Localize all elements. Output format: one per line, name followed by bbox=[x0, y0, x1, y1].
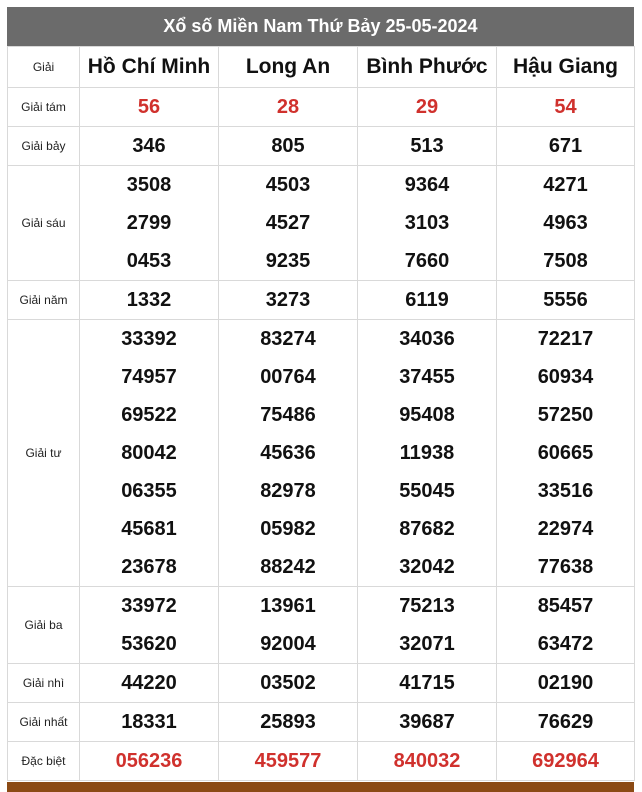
prize-number: 5556 bbox=[543, 289, 588, 311]
prize-label: Đặc biệt bbox=[8, 742, 80, 781]
prize-cell bbox=[497, 664, 635, 703]
prize-cell bbox=[80, 127, 219, 166]
prize-number: 056236 bbox=[115, 750, 183, 772]
prize-cell bbox=[219, 664, 358, 703]
prize-number: 9235 bbox=[265, 250, 311, 272]
prize-cell bbox=[497, 742, 635, 781]
prize-number: 56 bbox=[137, 96, 161, 118]
prize-cell bbox=[80, 742, 219, 781]
prize-number: 44220 bbox=[121, 672, 177, 694]
prize-number: 4503 bbox=[265, 174, 311, 196]
prize-cell bbox=[358, 281, 497, 320]
prize-number: 28 bbox=[276, 96, 300, 118]
prize-cell bbox=[497, 587, 635, 664]
prize-number: 346 bbox=[132, 135, 166, 157]
prize-cell bbox=[358, 320, 497, 587]
header-label: Giải bbox=[8, 47, 80, 88]
prize-cell bbox=[80, 587, 219, 664]
prize-number: 57250 bbox=[537, 404, 594, 426]
prize-number: 37455 bbox=[399, 366, 455, 388]
prize-number: 29 bbox=[415, 96, 439, 118]
prize-number: 55045 bbox=[399, 480, 455, 502]
prize-number: 692964 bbox=[532, 750, 599, 772]
prize-cell bbox=[219, 320, 358, 587]
prize-row-nhi bbox=[8, 664, 635, 703]
prize-number: 54 bbox=[554, 96, 577, 118]
prize-number: 60665 bbox=[537, 442, 594, 464]
prize-number: 7660 bbox=[404, 250, 450, 272]
prize-number: 7508 bbox=[543, 250, 588, 272]
prize-cell bbox=[219, 281, 358, 320]
header-row bbox=[8, 47, 635, 88]
prize-number: 23678 bbox=[121, 556, 177, 578]
province-header: Long An bbox=[219, 47, 358, 88]
prize-label: Giải nhất bbox=[8, 703, 80, 742]
prize-number: 32042 bbox=[399, 556, 455, 578]
prize-number: 69522 bbox=[121, 404, 177, 426]
results-table bbox=[7, 46, 635, 781]
prize-cell bbox=[80, 703, 219, 742]
prize-number: 53620 bbox=[121, 633, 177, 655]
prize-number: 4527 bbox=[265, 212, 311, 234]
prize-label: Giải bảy bbox=[8, 127, 80, 166]
prize-cell bbox=[358, 166, 497, 281]
prize-number: 32071 bbox=[399, 633, 455, 655]
prize-cell bbox=[219, 587, 358, 664]
prize-number: 3508 bbox=[126, 174, 172, 196]
prize-number: 41715 bbox=[399, 672, 455, 694]
prize-number: 45636 bbox=[260, 442, 316, 464]
prize-number: 75486 bbox=[260, 404, 316, 426]
prize-number: 92004 bbox=[260, 633, 316, 655]
prize-cell bbox=[80, 166, 219, 281]
prize-number: 840032 bbox=[393, 750, 461, 772]
prize-number: 13961 bbox=[260, 595, 316, 617]
prize-cell bbox=[80, 320, 219, 587]
prize-number: 33516 bbox=[537, 480, 594, 502]
prize-number: 3103 bbox=[404, 212, 450, 234]
bottom-bar bbox=[7, 782, 634, 792]
prize-number: 0453 bbox=[126, 250, 172, 272]
prize-number: 9364 bbox=[404, 174, 450, 196]
prize-cell bbox=[497, 166, 635, 281]
prize-cell bbox=[219, 742, 358, 781]
prize-row-ba bbox=[8, 587, 635, 664]
prize-number: 74957 bbox=[121, 366, 177, 388]
prize-label: Giải ba bbox=[8, 587, 80, 664]
prize-number: 33972 bbox=[121, 595, 177, 617]
prize-number: 60934 bbox=[537, 366, 594, 388]
prize-number: 3273 bbox=[265, 289, 311, 311]
prize-number: 6119 bbox=[405, 289, 449, 311]
prize-row-bay bbox=[8, 127, 635, 166]
prize-cell bbox=[80, 281, 219, 320]
prize-number: 2799 bbox=[126, 212, 172, 234]
prize-cell bbox=[358, 664, 497, 703]
prize-cell bbox=[80, 664, 219, 703]
prize-number: 63472 bbox=[537, 633, 594, 655]
prize-cell bbox=[358, 703, 497, 742]
prize-row-nam bbox=[8, 281, 635, 320]
prize-label: Giải năm bbox=[8, 281, 80, 320]
results-panel bbox=[7, 7, 634, 781]
province-header: Hồ Chí Minh bbox=[80, 47, 219, 88]
prize-number: 33392 bbox=[121, 328, 177, 350]
prize-cell bbox=[219, 703, 358, 742]
prize-number: 76629 bbox=[537, 711, 594, 733]
prize-number: 4963 bbox=[543, 212, 588, 234]
prize-number: 4271 bbox=[543, 174, 588, 196]
prize-number: 82978 bbox=[260, 480, 316, 502]
prize-cell bbox=[219, 127, 358, 166]
page-title: Xổ số Miền Nam Thứ Bảy 25-05-2024 bbox=[7, 7, 634, 46]
prize-number: 459577 bbox=[254, 750, 322, 772]
prize-number: 39687 bbox=[399, 711, 455, 733]
prize-cell bbox=[358, 742, 497, 781]
prize-number: 1332 bbox=[126, 289, 172, 311]
prize-number: 22974 bbox=[537, 518, 594, 540]
prize-row-sau bbox=[8, 166, 635, 281]
prize-number: 87682 bbox=[399, 518, 455, 540]
prize-number: 45681 bbox=[121, 518, 177, 540]
province-header: Bình Phước bbox=[358, 47, 497, 88]
prize-label: Giải tám bbox=[8, 88, 80, 127]
prize-cell bbox=[219, 88, 358, 127]
prize-cell bbox=[219, 166, 358, 281]
prize-label: Giải sáu bbox=[8, 166, 80, 281]
prize-number: 72217 bbox=[537, 328, 594, 350]
prize-cell bbox=[358, 127, 497, 166]
prize-number: 83274 bbox=[260, 328, 316, 350]
prize-row-db bbox=[8, 742, 635, 781]
prize-row-tam bbox=[8, 88, 635, 127]
prize-number: 75213 bbox=[399, 595, 455, 617]
prize-cell bbox=[497, 127, 635, 166]
prize-number: 80042 bbox=[121, 442, 177, 464]
prize-row-tu bbox=[8, 320, 635, 587]
prize-row-nhat bbox=[8, 703, 635, 742]
prize-number: 95408 bbox=[399, 404, 455, 426]
prize-number: 00764 bbox=[260, 366, 316, 388]
prize-number: 88242 bbox=[260, 556, 316, 578]
prize-number: 18331 bbox=[121, 711, 177, 733]
prize-number: 77638 bbox=[537, 556, 594, 578]
prize-number: 02190 bbox=[537, 672, 594, 694]
prize-cell bbox=[80, 88, 219, 127]
prize-number: 03502 bbox=[260, 672, 316, 694]
prize-number: 25893 bbox=[260, 711, 316, 733]
prize-number: 34036 bbox=[399, 328, 455, 350]
prize-cell bbox=[358, 88, 497, 127]
prize-number: 11938 bbox=[399, 442, 455, 464]
prize-label: Giải tư bbox=[8, 320, 80, 587]
prize-cell bbox=[497, 703, 635, 742]
prize-label: Giải nhì bbox=[8, 664, 80, 703]
prize-cell bbox=[358, 587, 497, 664]
province-header: Hậu Giang bbox=[497, 47, 635, 88]
prize-number: 05982 bbox=[260, 518, 316, 540]
prize-number: 85457 bbox=[537, 595, 594, 617]
prize-cell bbox=[497, 281, 635, 320]
prize-number: 513 bbox=[410, 135, 444, 157]
prize-number: 671 bbox=[548, 135, 583, 157]
prize-cell bbox=[497, 320, 635, 587]
prize-number: 06355 bbox=[121, 480, 177, 502]
prize-cell bbox=[497, 88, 635, 127]
prize-number: 805 bbox=[271, 135, 305, 157]
